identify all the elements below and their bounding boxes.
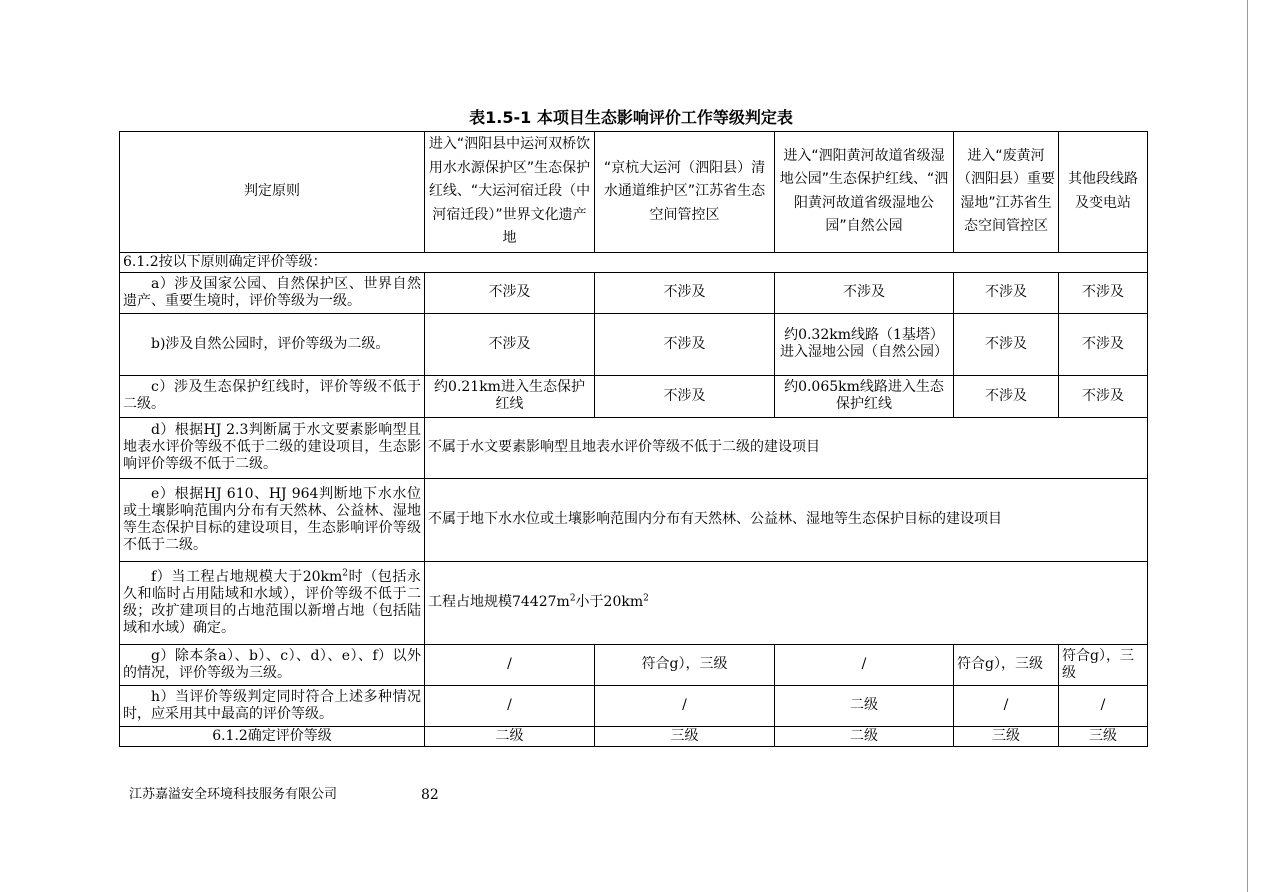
- cell-final-col1: 二级: [425, 726, 595, 746]
- header-criterion: 判定原则: [120, 132, 425, 253]
- header-col5: 其他段线路及变电站: [1059, 132, 1148, 253]
- table-row: [120, 561, 1148, 644]
- table-row: [120, 478, 1148, 561]
- header-col4: 进入“废黄河（泗阳县）重要湿地”江苏省生态空间管控区: [954, 132, 1059, 253]
- page-edge-rule: [1247, 0, 1248, 892]
- criterion-d: d）根据HJ 2.3判断属于水文要素影响型且地表水评价等级不低于二级的建设项目，生态影响评价等级不低于二级。: [120, 417, 425, 478]
- criterion-final: 6.1.2确定评价等级: [120, 726, 425, 746]
- criterion-c: c）涉及生态保护红线时，评价等级不低于二级。: [120, 375, 425, 417]
- cell-h-col2: /: [595, 685, 775, 726]
- merged-d: 不属于水文要素影响型且地表水评价等级不低于二级的建设项目: [425, 417, 1148, 478]
- cell-a-col4: 不涉及: [954, 272, 1059, 313]
- cell-final-col4: 三级: [954, 726, 1059, 746]
- cell-final-col5: 三级: [1059, 726, 1148, 746]
- cell-a-col2: 不涉及: [595, 272, 775, 313]
- criterion-b: b)涉及自然公园时，评价等级为二级。: [120, 313, 425, 375]
- cell-c-col5: 不涉及: [1059, 375, 1148, 417]
- criterion-f-pre: f）当工程占地规模大于20km: [151, 568, 343, 585]
- cell-b-col2: 不涉及: [595, 313, 775, 375]
- cell-h-col3: 二级: [775, 685, 954, 726]
- cell-final-col2: 三级: [595, 726, 775, 746]
- cell-final-col3: 二级: [775, 726, 954, 746]
- cell-b-col5: 不涉及: [1059, 313, 1148, 375]
- table-row: [120, 726, 1148, 746]
- header-col1: 进入“泗阳县中运河双桥饮用水水源保护区”生态保护红线、“大运河宿迁段（中河宿迁段）”世界文化遗产地: [425, 132, 595, 253]
- header-row: [120, 132, 1148, 253]
- cell-c-col1: 约0.21km进入生态保护红线: [425, 375, 595, 417]
- header-col3: 进入“泗阳黄河故道省级湿地公园”生态保护红线、“泗阳黄河故道省级湿地公园”自然公园: [775, 132, 954, 253]
- table-row: [120, 272, 1148, 313]
- cell-h-col4: /: [954, 685, 1059, 726]
- cell-g-col3: /: [775, 644, 954, 685]
- merged-f-sup1: 2: [569, 593, 576, 604]
- merged-f-pre: 工程占地规模74427m: [428, 594, 570, 610]
- criterion-g: g）除本条a）、b）、c）、d）、e）、f）以外的情况，评价等级为三级。: [120, 644, 425, 685]
- criterion-f-sup: 2: [342, 567, 349, 578]
- cell-h-col5: /: [1059, 685, 1148, 726]
- table-row: [120, 375, 1148, 417]
- table-row: [120, 685, 1148, 726]
- merged-f-sup2: 2: [643, 593, 649, 604]
- cell-g-col1: /: [425, 644, 595, 685]
- table-caption: 表1.5-1 本项目生态影响评价工作等级判定表: [469, 108, 793, 127]
- criterion-h: h）当评价等级判定同时符合上述多种情况时，应采用其中最高的评价等级。: [120, 685, 425, 726]
- criterion-f-post: 时（包括永久和临时占用陆域和水域），评价等级不低于二级；改扩建项目的占地范围以新增占地（包括陆域和水域）确定。: [123, 568, 421, 636]
- cell-g-col2: 符合g），三级: [595, 644, 775, 685]
- cell-c-col2: 不涉及: [595, 375, 775, 417]
- merged-f-mid: 小于20km: [575, 594, 644, 610]
- header-col2: “京杭大运河（泗阳县）清水通道维护区”江苏省生态空间管控区: [595, 132, 775, 253]
- cell-a-col1: 不涉及: [425, 272, 595, 313]
- cell-a-col5: 不涉及: [1059, 272, 1148, 313]
- cell-b-col1: 不涉及: [425, 313, 595, 375]
- cell-a-col3: 不涉及: [775, 272, 954, 313]
- cell-c-col4: 不涉及: [954, 375, 1059, 417]
- merged-f: [425, 561, 1148, 644]
- table-row: [120, 417, 1148, 478]
- cell-c-col3: 约0.065km线路进入生态保护红线: [775, 375, 954, 417]
- section-title: 6.1.2按以下原则确定评价等级：: [120, 252, 1148, 272]
- criterion-f: [120, 561, 425, 644]
- criterion-a: a）涉及国家公园、自然保护区、世界自然遗产、重要生境时，评价等级为一级。: [120, 272, 425, 313]
- cell-b-col4: 不涉及: [954, 313, 1059, 375]
- cell-g-col5: 符合g），三级: [1059, 644, 1148, 685]
- table-row: [120, 644, 1148, 685]
- table-row: [120, 313, 1148, 375]
- section-row: [120, 252, 1148, 272]
- cell-b-col3: 约0.32km线路（1基塔）进入湿地公园（自然公园）: [775, 313, 954, 375]
- page-number: 82: [421, 787, 439, 803]
- footer-company: 江苏嘉溢安全环境科技服务有限公司: [129, 787, 338, 802]
- merged-e: 不属于地下水水位或土壤影响范围内分布有天然林、公益林、湿地等生态保护目标的建设项目: [425, 478, 1148, 561]
- evaluation-grade-table: [119, 131, 1148, 747]
- cell-g-col4: 符合g），三级: [954, 644, 1059, 685]
- cell-h-col1: /: [425, 685, 595, 726]
- criterion-e: e）根据HJ 610、HJ 964判断地下水水位或土壤影响范围内分布有天然林、公益林、湿地等生态保护目标的建设项目，生态影响评价等级不低于二级。: [120, 478, 425, 561]
